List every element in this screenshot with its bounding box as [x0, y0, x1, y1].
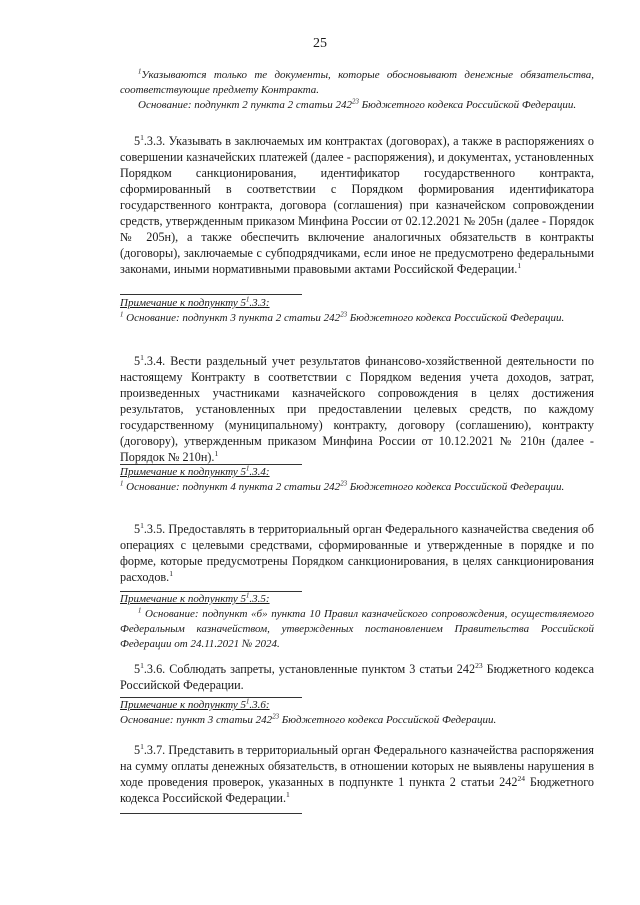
note-basis: $^1$ Основание: подпункт 3 пункта 2 статьи $242^{23}$ Бюджетного кодекса Российской Федерации.	[120, 311, 565, 324]
paragraph-text: Указывать в заключаемых им контрактах (договорах), а также в распоряжениях о совершении казначейских платежей (далее - распоряжения), и документах, установленных Порядком санкционирования, идентификатор государственного контракта, сформированный в соответствии с Порядком формирования идентификатора государственного контракта, договора (соглашения) при казначейском сопровождении средств, утвержденным приказом Минфина России от 02.12.2021 № 205н (далее - Порядок № 205н), а также обеспечить включение аналогичных обязательств в контракты (договоры), заключаемые с субподрядчиками, если иное не предусмотрено федеральными законами, иными нормативными правовыми актами Российской Федерации.	[120, 134, 594, 276]
note-basis: Основание: пункт 3 статьи $242^{23}$ Бюджетного кодекса Российской Федерации.	[120, 713, 497, 726]
top-footnote-text: $^1$Указываются только те документы, которые обосновывают денежные обязательства, соответствующие предмету Контракта.	[120, 68, 594, 96]
note-5-1-3-4	[120, 465, 594, 495]
paragraph-text: Представить в территориальный орган Федерального казначейства распоряжения на сумму оплаты денежных обязательств, в отношении которых не выявлены нарушения в ходе проведения проверок, указанных в подпункте 1 пункта 2 статьи $242^{24}$ Бюджетного кодекса Российской Федерации.	[120, 743, 594, 805]
top-footnote	[120, 68, 594, 113]
paragraph-number: $5^1.3.3$.	[134, 132, 166, 148]
footnote-marker: 1	[138, 68, 142, 76]
paragraph-number: $5^1.3.5$.	[134, 520, 166, 536]
paragraph-text: Вести раздельный учет результатов финансово-хозяйственной деятельности по настоящему Контракту в соответствии с Порядком ведения учета доходов, затрат, произведенных участниками казначейского сопровождения в целях достижения результатов, установленных при предоставлении целевых средств, по каждому государственному (муниципальному) контракту, договору (соглашению), контракту (договору), утвержденным приказом Минфина России от 10.12.2021 № 210н (далее - Порядок № 210н).	[120, 354, 594, 464]
note-5-1-3-6	[120, 698, 594, 728]
separator-line	[120, 294, 302, 295]
note-title: Примечание к подпункту $5^1.3.6$:	[120, 698, 270, 711]
paragraph-5-1-3-3	[120, 133, 594, 277]
footnote-marker: 1	[286, 789, 290, 799]
paragraph-5-1-3-6	[120, 661, 594, 693]
paragraph-number: $5^1.3.4$.	[134, 352, 166, 368]
note-title: Примечание к подпункту $5^1.3.3$:	[120, 296, 270, 309]
footnote-marker: 1	[517, 260, 522, 270]
paragraph-number: $5^1.3.6$.	[134, 660, 166, 676]
note-basis: $^1$ Основание: подпункт «б» пункта 10 Правил казначейского сопровождения, осуществляемого Федеральным казначейством, утвержденных постановлением Правительства Российской Федерации от 24.11.2021 № 2024.	[120, 607, 594, 650]
paragraph-5-1-3-7	[120, 742, 594, 806]
note-title: Примечание к подпункту $5^1.3.5$:	[120, 592, 270, 605]
paragraph-number: $5^1.3.7$.	[134, 741, 166, 757]
note-5-1-3-5	[120, 592, 594, 652]
footnote-marker: 1	[169, 568, 174, 578]
note-5-1-3-3	[120, 296, 594, 326]
separator-line	[120, 813, 302, 814]
footnote-marker: 1	[214, 448, 219, 458]
page-number: 25	[313, 36, 327, 51]
paragraph-text: Предоставлять в территориальный орган Федерального казначейства сведения об операциях с целевыми средствами, сформированные и утвержденные в порядке и по форме, которые предусмотрены Порядком санкционирования, в целях санкционирования расходов.	[120, 522, 594, 584]
paragraph-5-1-3-5	[120, 521, 594, 585]
paragraph-5-1-3-4	[120, 353, 594, 465]
paragraph-text: Соблюдать запреты, установленные пунктом 3 статьи $242^{23}$ Бюджетного кодекса Российской Федерации.	[120, 660, 594, 692]
note-title: Примечание к подпункту $5^1.3.4$:	[120, 465, 270, 478]
note-basis: $^1$ Основание: подпункт 4 пункта 2 статьи $242^{23}$ Бюджетного кодекса Российской Федерации.	[120, 480, 565, 493]
top-footnote-basis: Основание: подпункт 2 пункта 2 статьи $242^{23}$ Бюджетного кодекса Российской Федерации.	[138, 98, 577, 111]
